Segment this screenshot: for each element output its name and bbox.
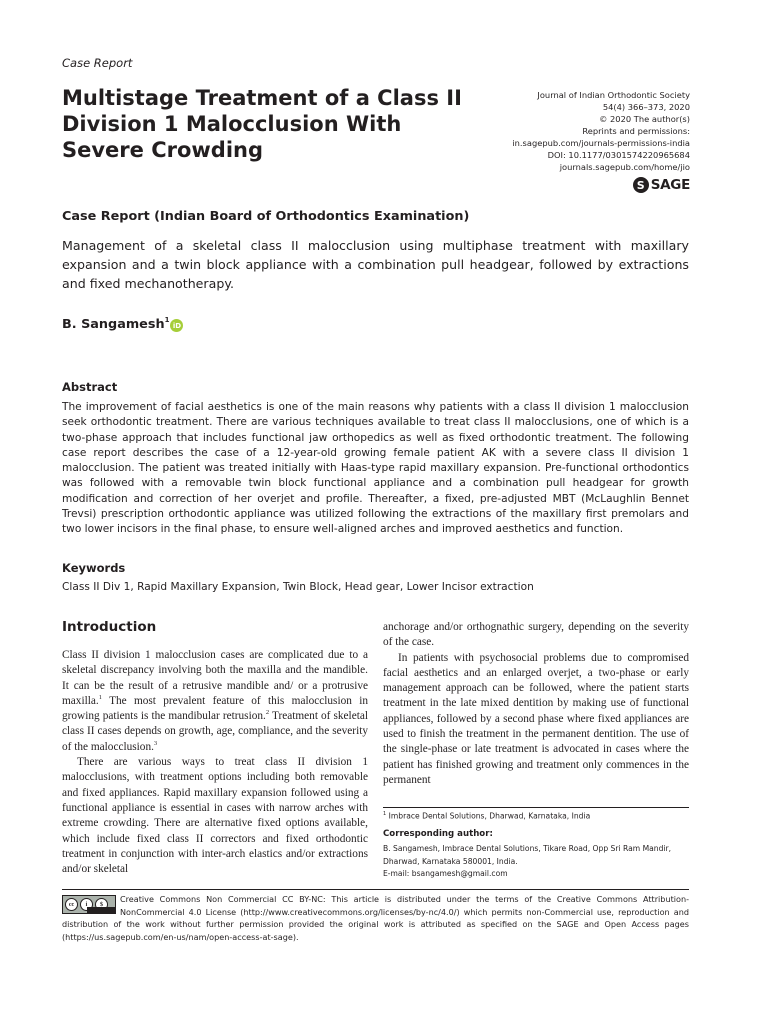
license-statement (62, 893, 689, 943)
corresponding-author-details (383, 843, 689, 881)
journal-info (410, 89, 690, 173)
affiliation-footnote (383, 811, 590, 821)
affiliation-text: Imbrace Dental Solutions, Dharwad, Karnataka, India (388, 811, 591, 821)
doi[interactable]: DOI: 10.1177/0301574220965684 (547, 150, 690, 160)
keywords-heading: Keywords (62, 561, 126, 575)
journal-volume: 54(4) 366–373, 2020 (602, 102, 690, 112)
corresponding-address-line: B. Sangamesh, Imbrace Dental Solutions, Tikare Road, Opp Sri Ram Mandir, (383, 844, 672, 853)
intro-text: Treatment of skeletal class II cases depends on growth, age, compliance, and the severity of the malocclusion. (62, 710, 368, 753)
keywords-text: Class II Div 1, Rapid Maxillary Expansion, Twin Block, Head gear, Lower Incisor extraction (62, 581, 534, 593)
sage-s-icon: S (633, 177, 649, 193)
citation-ref[interactable]: 3 (153, 740, 158, 748)
corresponding-email[interactable]: E-mail: bsangamesh@gmail.com (383, 869, 508, 878)
corresponding-address-line: Dharwad, Karnataka 580001, India. (383, 856, 518, 866)
intro-paragraph-3: In patients with psychosocial problems due to compromised facial aesthetics and an enlarged overjet, a two-phase or early management approach can be followed, where the patient starts treatment in the late mixed dentition by making use of functional appliances, followed by a second phase where fixed appliances are used to finish the treatment in the permanent dentition. The use of the single-phase or late treatment is advocated in cases where the patient has finished growing and treatment only commences in the permanent (383, 651, 689, 786)
section-label: Case Report (62, 56, 133, 70)
corresponding-author-heading: Corresponding author: (383, 829, 493, 839)
citation-ref[interactable]: 1 (98, 694, 102, 702)
sage-logo-text: SAGE (650, 177, 690, 193)
license-text: Creative Commons Non Commercial CC BY-NC: This article is distributed under the terms of the Creative Commons Attribution-NonCommercial 4.0 License (http://www.creativecommons.org/licenses/by-nc/4.0/) which permits non-Commercial use, reproduction and distribution of the work without further permission provided the original work is attributed as specified on the SAGE and Open Access pages (https://us.sagepub.com/en-us/nam/open-access-at-sage). (62, 894, 689, 942)
article-title: Multistage Treatment of a Class II Division 1 Malocclusion With Severe Crowding (62, 86, 462, 162)
author-name[interactable]: B. Sangamesh (62, 317, 165, 332)
permissions-link[interactable]: in.sagepub.com/journals-permissions-india (512, 138, 690, 148)
intro-text: Class II division 1 malocclusion cases are complicated due to a skeletal discrepancy involving both the maxilla and the mandible. It can be the result of a retrusive mandible and/ or a protrusive maxilla. (62, 649, 368, 707)
author-affiliation-mark: 1 (164, 316, 170, 324)
body-column-left (62, 648, 368, 877)
intro-paragraph-1 (62, 648, 368, 755)
license-divider (62, 889, 689, 890)
nc-icon: $ (95, 898, 108, 911)
by-icon: i (80, 898, 93, 911)
intro-paragraph-2: There are various ways to treat class II division 1 malocclusions, with treatment options including both removable and fixed appliances. Rapid maxillary expansion followed using a functional appliance is essential in cases with narrow arches with extreme crowding. There are alternative fixed options available, which include fixed class II correctors and fixed orthodontic treatment in conjunction with inter-arch elastics and/or extractions and/or skeletal (62, 756, 368, 876)
article-summary: Management of a skeletal class II malocclusion using multiphase treatment with maxillary expansion and a twin block appliance with a combination pull headgear, followed by extractions and fixed mechanotherapy. (62, 238, 689, 291)
body-column-right (383, 620, 689, 788)
affiliation-mark: 1 (383, 811, 387, 817)
journal-homepage-link[interactable]: journals.sagepub.com/home/jio (559, 162, 690, 172)
reprints-label: Reprints and permissions: (582, 126, 690, 136)
copyright: © 2020 The author(s) (599, 114, 690, 124)
footnote-divider (383, 807, 689, 808)
cc-icon: cc (65, 898, 78, 911)
orcid-icon[interactable]: iD (170, 319, 183, 332)
abstract-heading: Abstract (62, 380, 118, 394)
journal-name: Journal of Indian Orthodontic Society (537, 90, 690, 100)
intro-text: The most prevalent feature of this malocclusion in growing patients is the mandibular retrusion. (62, 694, 368, 723)
abstract-text: The improvement of facial aesthetics is one of the main reasons why patients with a class II division 1 malocclusion seek orthodontic treatment. There are various techniques available to treat class II malocclusions, one of which is a two-phase approach that includes functional jaw orthopedics as well as fixed orthodontic treatment. The following case report describes the case of a 12-year-old growing female patient AK with a severe class II division 1 malocclusion. The patient was treated initially with Haas-type rapid maxillary expansion. Pre-functional orthodontics was followed with a removable twin block functional appliance and a combination pull headgear for growth modification and correction of her overjet and profile. Thereafter, a fixed, pre-adjusted MBT (McLaughlin Bennet Trevsi) prescription orthodontic appliance was utilized following the extractions of the maxillary first premolars and two lower incisors in the final phase, to ensure well-aligned arches and improved aesthetics and function. (62, 401, 689, 536)
author-line (62, 317, 183, 332)
article-type-subtitle: Case Report (Indian Board of Orthodontics Examination) (62, 209, 470, 224)
introduction-heading: Introduction (62, 619, 157, 635)
intro-paragraph-2-continued: anchorage and/or orthognathic surgery, depending on the severity of the case. (383, 621, 689, 649)
citation-ref[interactable]: 2 (265, 709, 270, 717)
sage-logo (633, 177, 690, 193)
